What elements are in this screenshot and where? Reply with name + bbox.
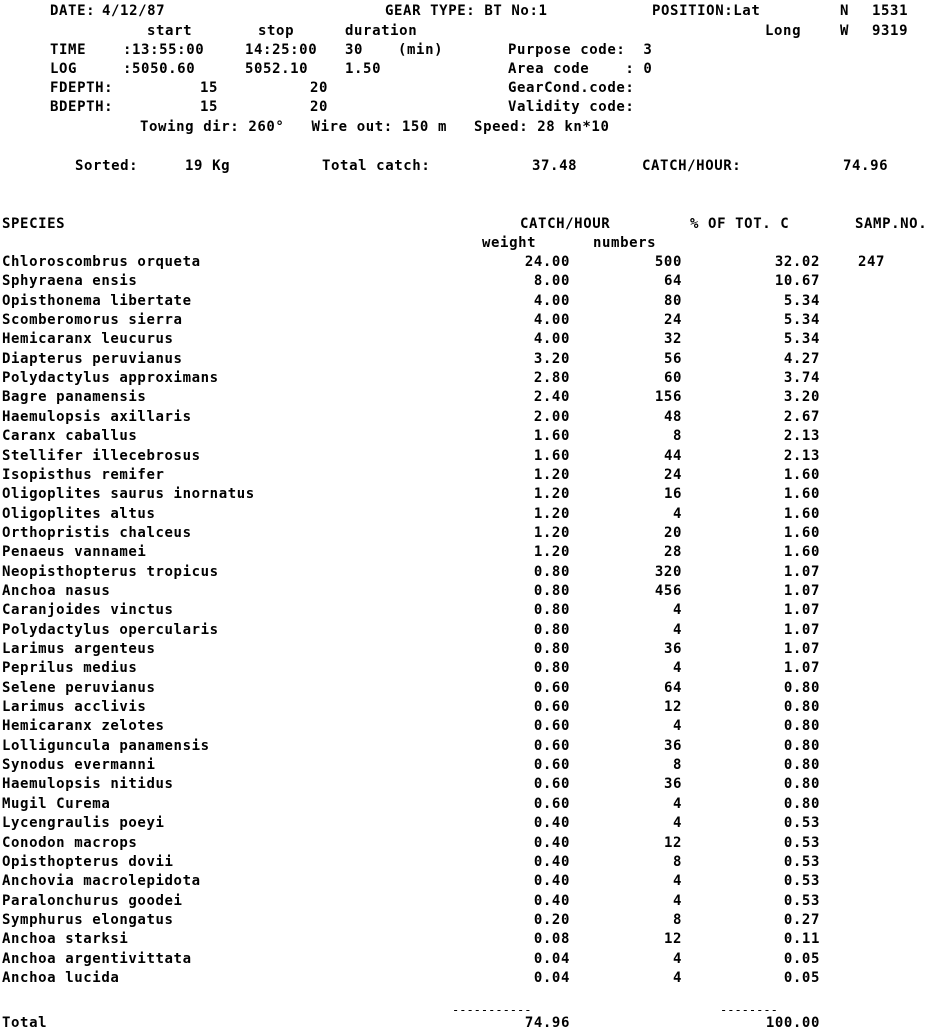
pct-of-total: 0.05 [783, 970, 820, 986]
log-stop: 5052.10 [245, 61, 309, 77]
species-name: Anchoa lucida [2, 970, 120, 986]
catch-weight: 0.60 [533, 680, 570, 696]
catch-weight: 0.04 [533, 951, 570, 967]
pct-of-total: 1.60 [783, 486, 820, 502]
species-name: Orthopristis chalceus [2, 525, 192, 541]
gear-condition-code: GearCond.code: [508, 80, 635, 96]
pct-of-total: 4.27 [783, 351, 820, 367]
catch-numbers: 156 [654, 389, 682, 405]
catch-numbers: 64 [663, 273, 682, 289]
catch-numbers: 48 [663, 409, 682, 425]
total-label: Total [2, 1015, 48, 1031]
species-name: Scomberomorus sierra [2, 312, 183, 328]
species-name: Haemulopsis axillaris [2, 409, 192, 425]
catch-numbers: 4 [672, 506, 682, 522]
table-row [0, 311, 950, 330]
catch-numbers: 20 [663, 525, 682, 541]
area-code: Area code : 0 [508, 61, 653, 77]
time-unit: (min) [398, 42, 444, 58]
species-name: Lolliguncula panamensis [2, 738, 210, 754]
bdepth-stop: 20 [310, 99, 329, 115]
numbers-subheader: numbers [593, 235, 657, 251]
pct-of-total: 1.60 [783, 467, 820, 483]
catch-weight: 0.60 [533, 699, 570, 715]
gear-type: GEAR TYPE: BT No:1 [385, 3, 548, 19]
table-row [0, 698, 950, 717]
species-name: Polydactylus approximans [2, 370, 219, 386]
catch-numbers: 4 [672, 815, 682, 831]
catch-weight: 0.40 [533, 815, 570, 831]
species-name: Penaeus vannamei [2, 544, 147, 560]
catch-numbers: 32 [663, 331, 682, 347]
log-start: :5050.60 [123, 61, 196, 77]
pct-of-total: 0.80 [783, 738, 820, 754]
time-stop: 14:25:00 [245, 42, 318, 58]
catch-weight: 1.20 [533, 486, 570, 502]
log-duration: 1.50 [345, 61, 382, 77]
catch-weight: 2.80 [533, 370, 570, 386]
table-row [0, 369, 950, 388]
weight-subheader: weight [482, 235, 537, 251]
table-row [0, 814, 950, 833]
pct-of-total: 0.27 [783, 912, 820, 928]
species-name: Larimus argenteus [2, 641, 156, 657]
catch-weight: 4.00 [533, 293, 570, 309]
pct-of-total: 0.80 [783, 796, 820, 812]
table-row [0, 756, 950, 775]
pct-of-total: 0.53 [783, 835, 820, 851]
total-catch-label: Total catch: [322, 158, 431, 174]
table-row [0, 911, 950, 930]
table-row [0, 659, 950, 678]
catch-numbers: 36 [663, 738, 682, 754]
catch-weight: 0.40 [533, 893, 570, 909]
table-row [0, 350, 950, 369]
table-row [0, 272, 950, 291]
catch-numbers: 64 [663, 680, 682, 696]
sample-number: 247 [858, 254, 886, 270]
species-name: Mugil Curema [2, 796, 111, 812]
position-label: POSITION:Lat [652, 3, 761, 19]
pct-of-total: 0.11 [783, 931, 820, 947]
pct-total-header: % OF TOT. C [690, 216, 790, 232]
pct-of-total: 1.07 [783, 641, 820, 657]
pct-of-total: 1.60 [783, 544, 820, 560]
pct-of-total: 10.67 [774, 273, 820, 289]
catch-numbers: 4 [672, 893, 682, 909]
catch-numbers: 12 [663, 835, 682, 851]
table-row [0, 388, 950, 407]
catch-weight: 0.80 [533, 564, 570, 580]
catch-numbers: 4 [672, 970, 682, 986]
table-row [0, 485, 950, 504]
catch-weight: 0.40 [533, 835, 570, 851]
table-row [0, 427, 950, 446]
table-row [0, 892, 950, 911]
catch-weight: 3.20 [533, 351, 570, 367]
table-row [0, 447, 950, 466]
species-name: Chloroscombrus orqueta [2, 254, 201, 270]
pct-of-total: 1.07 [783, 622, 820, 638]
catch-numbers: 4 [672, 602, 682, 618]
catch-weight: 2.00 [533, 409, 570, 425]
col-start-label: start [147, 23, 193, 39]
catch-numbers: 12 [663, 699, 682, 715]
pct-of-total: 5.34 [783, 312, 820, 328]
species-name: Hemicaranx leucurus [2, 331, 174, 347]
catch-weight: 1.60 [533, 448, 570, 464]
time-duration: 30 [345, 42, 364, 58]
species-name: Opisthonema libertate [2, 293, 192, 309]
sample-number-header: SAMP.NO. [855, 216, 928, 232]
table-row [0, 717, 950, 736]
total-pct: 100.00 [765, 1015, 820, 1031]
catch-numbers: 60 [663, 370, 682, 386]
species-name: Caranjoides vinctus [2, 602, 174, 618]
pct-of-total: 1.07 [783, 660, 820, 676]
catch-weight: 0.80 [533, 641, 570, 657]
catch-numbers: 4 [672, 873, 682, 889]
pct-of-total: 0.80 [783, 718, 820, 734]
sorted-value: 19 Kg [185, 158, 231, 174]
table-row [0, 795, 950, 814]
pct-of-total: 3.74 [783, 370, 820, 386]
long-hemisphere: W [840, 23, 850, 39]
catch-numbers: 4 [672, 622, 682, 638]
species-name: Isopisthus remifer [2, 467, 165, 483]
species-name: Bagre panamensis [2, 389, 147, 405]
catch-weight: 0.60 [533, 718, 570, 734]
table-row [0, 563, 950, 582]
pct-of-total: 1.07 [783, 564, 820, 580]
bdepth-start: 15 [200, 99, 219, 115]
catch-numbers: 8 [672, 854, 682, 870]
table-row [0, 621, 950, 640]
catch-weight: 2.40 [533, 389, 570, 405]
catch-numbers: 36 [663, 641, 682, 657]
catch-weight: 1.60 [533, 428, 570, 444]
pct-of-total: 1.07 [783, 583, 820, 599]
species-name: Anchovia macrolepidota [2, 873, 201, 889]
pct-of-total: 0.05 [783, 951, 820, 967]
catch-numbers: 8 [672, 428, 682, 444]
pct-of-total: 2.13 [783, 448, 820, 464]
table-row [0, 775, 950, 794]
table-row [0, 969, 950, 988]
table-row [0, 524, 950, 543]
species-name: Conodon macrops [2, 835, 138, 851]
catch-weight: 0.60 [533, 776, 570, 792]
catch-weight: 4.00 [533, 331, 570, 347]
fdepth-start: 15 [200, 80, 219, 96]
catch-numbers: 44 [663, 448, 682, 464]
catch-weight: 0.60 [533, 796, 570, 812]
pct-of-total: 0.53 [783, 873, 820, 889]
species-name: Oligoplites altus [2, 506, 156, 522]
catch-numbers: 8 [672, 912, 682, 928]
table-row [0, 679, 950, 698]
catch-weight: 0.60 [533, 738, 570, 754]
time-label: TIME [50, 42, 87, 58]
species-name: Opisthopterus dovii [2, 854, 174, 870]
long-label: Long [765, 23, 802, 39]
catch-weight: 0.40 [533, 873, 570, 889]
table-row [0, 930, 950, 949]
catch-weight: 0.80 [533, 583, 570, 599]
table-row [0, 601, 950, 620]
species-name: Peprilus medius [2, 660, 138, 676]
fdepth-label: FDEPTH: [50, 80, 114, 96]
species-name: Caranx caballus [2, 428, 138, 444]
species-name: Anchoa nasus [2, 583, 111, 599]
purpose-code: Purpose code: 3 [508, 42, 653, 58]
date-label: DATE: [50, 3, 96, 19]
catch-numbers: 4 [672, 718, 682, 734]
table-row [0, 505, 950, 524]
pct-of-total: 2.67 [783, 409, 820, 425]
table-row [0, 950, 950, 969]
total-catch-value: 37.48 [532, 158, 578, 174]
pct-of-total: 5.34 [783, 331, 820, 347]
catch-numbers: 36 [663, 776, 682, 792]
total-weight: 74.96 [524, 1015, 570, 1031]
catch-numbers: 28 [663, 544, 682, 560]
catch-weight: 0.80 [533, 660, 570, 676]
pct-of-total: 32.02 [774, 254, 820, 270]
catch-numbers: 320 [654, 564, 682, 580]
lat-value: 1531 [872, 3, 909, 19]
col-duration-label: duration [345, 23, 418, 39]
catch-numbers: 456 [654, 583, 682, 599]
species-name: Polydactylus opercularis [2, 622, 219, 638]
table-row [0, 872, 950, 891]
sorted-label: Sorted: [75, 158, 139, 174]
catch-weight: 4.00 [533, 312, 570, 328]
towing-info: Towing dir: 260° Wire out: 150 m Speed: 28 kn*10 [140, 119, 610, 135]
pct-of-total: 0.80 [783, 776, 820, 792]
catch-weight: 0.04 [533, 970, 570, 986]
species-name: Neopisthopterus tropicus [2, 564, 219, 580]
lat-hemisphere: N [840, 3, 850, 19]
catch-weight: 0.60 [533, 757, 570, 773]
catch-weight: 0.80 [533, 622, 570, 638]
pct-of-total: 0.53 [783, 815, 820, 831]
catch-numbers: 56 [663, 351, 682, 367]
species-name: Larimus acclivis [2, 699, 147, 715]
species-name: Haemulopsis nitidus [2, 776, 174, 792]
long-value: 9319 [872, 23, 909, 39]
pct-of-total: 3.20 [783, 389, 820, 405]
catch-weight: 1.20 [533, 506, 570, 522]
table-row [0, 408, 950, 427]
weight-total-rule: ----------- [452, 1003, 532, 1017]
catch-weight: 24.00 [524, 254, 570, 270]
species-name: Lycengraulis poeyi [2, 815, 165, 831]
catch-weight: 1.20 [533, 525, 570, 541]
catch-numbers: 4 [672, 660, 682, 676]
species-name: Paralonchurus goodei [2, 893, 183, 909]
bdepth-label: BDEPTH: [50, 99, 114, 115]
pct-of-total: 1.07 [783, 602, 820, 618]
table-row [0, 582, 950, 601]
catch-weight: 0.80 [533, 602, 570, 618]
time-start: :13:55:00 [123, 42, 205, 58]
table-row [0, 466, 950, 485]
species-name: Stellifer illecebrosus [2, 448, 201, 464]
catch-weight: 1.20 [533, 467, 570, 483]
species-name: Oligoplites saurus inornatus [2, 486, 255, 502]
species-name: Synodus evermanni [2, 757, 156, 773]
table-row [0, 253, 950, 272]
table-row [0, 640, 950, 659]
pct-of-total: 2.13 [783, 428, 820, 444]
species-header: SPECIES [2, 216, 66, 232]
species-name: Diapterus peruvianus [2, 351, 183, 367]
pct-of-total: 1.60 [783, 506, 820, 522]
species-name: Anchoa argentivittata [2, 951, 192, 967]
pct-of-total: 1.60 [783, 525, 820, 541]
catch-numbers: 4 [672, 796, 682, 812]
catch-weight: 0.20 [533, 912, 570, 928]
catch-hour-header: CATCH/HOUR [520, 216, 611, 232]
table-row [0, 330, 950, 349]
pct-of-total: 0.53 [783, 893, 820, 909]
col-stop-label: stop [258, 23, 295, 39]
table-row [0, 834, 950, 853]
catch-numbers: 500 [654, 254, 682, 270]
catch-numbers: 8 [672, 757, 682, 773]
pct-total-rule: -------- [720, 1003, 778, 1017]
pct-of-total: 0.80 [783, 680, 820, 696]
catch-numbers: 4 [672, 951, 682, 967]
species-name: Hemicaranx zelotes [2, 718, 165, 734]
log-label: LOG [50, 61, 78, 77]
catch-numbers: 12 [663, 931, 682, 947]
pct-of-total: 0.53 [783, 854, 820, 870]
catch-weight: 8.00 [533, 273, 570, 289]
pct-of-total: 0.80 [783, 699, 820, 715]
table-row [0, 853, 950, 872]
table-row [0, 292, 950, 311]
table-row [0, 543, 950, 562]
catch-numbers: 80 [663, 293, 682, 309]
fdepth-stop: 20 [310, 80, 329, 96]
catch-weight: 1.20 [533, 544, 570, 560]
species-name: Sphyraena ensis [2, 273, 138, 289]
species-name: Selene peruvianus [2, 680, 156, 696]
validity-code: Validity code: [508, 99, 635, 115]
species-name: Symphurus elongatus [2, 912, 174, 928]
pct-of-total: 5.34 [783, 293, 820, 309]
catch-hour-label: CATCH/HOUR: [642, 158, 742, 174]
catch-weight: 0.08 [533, 931, 570, 947]
catch-hour-value: 74.96 [843, 158, 889, 174]
table-row [0, 737, 950, 756]
date-value: 4/12/87 [102, 3, 166, 19]
species-name: Anchoa starksi [2, 931, 129, 947]
catch-weight: 0.40 [533, 854, 570, 870]
catch-numbers: 24 [663, 467, 682, 483]
pct-of-total: 0.80 [783, 757, 820, 773]
catch-numbers: 24 [663, 312, 682, 328]
catch-numbers: 16 [663, 486, 682, 502]
